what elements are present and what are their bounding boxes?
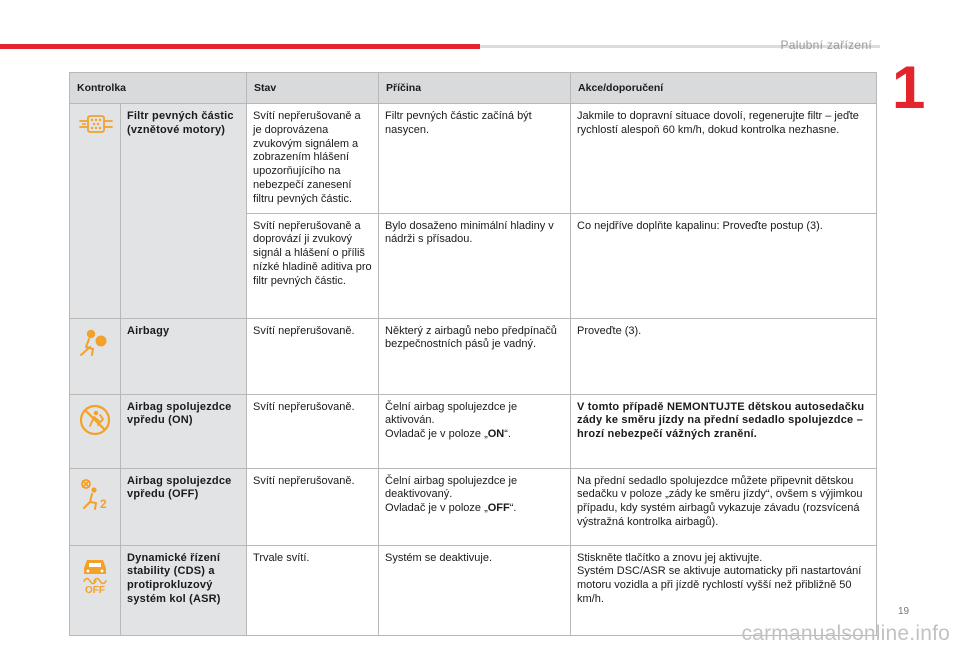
action-cell: Na přední sedadlo spolujezdce můžete připevnit dětskou sedačku v poloze „zády ke směru jízdy“, ovšem s výjimkou případu, kdy systém airbagů vykazuje závadu (rozsvícená výstražná kontrolka airbagů). xyxy=(571,468,877,545)
column-header-cause: Příčina xyxy=(379,73,571,104)
state-cell: Svítí nepřerušovaně. xyxy=(247,394,379,468)
chapter-number: 1 xyxy=(892,54,926,121)
cause-prefix: Ovladač je v poloze „ xyxy=(385,428,488,441)
state-cell: Trvale svítí. xyxy=(247,545,379,635)
state-cell: Svítí nepřerušovaně a doprovází ji zvukový signál a hlášení o příliš nízké hladině aditiva pro filtr pevných částic. xyxy=(247,213,379,318)
cause-suffix: “. xyxy=(509,502,517,515)
cause-cell: Některý z airbagů nebo předpínačů bezpečnostních pásů je vadný. xyxy=(379,318,571,394)
table-row xyxy=(70,394,877,468)
cause-cell xyxy=(379,394,571,468)
cause-text: Čelní airbag spolujezdce je aktivován. xyxy=(385,400,518,427)
off-label: OFF xyxy=(85,584,105,594)
icon-cell xyxy=(70,545,121,635)
state-cell: Svítí nepřerušovaně. xyxy=(247,468,379,545)
accent-bar xyxy=(0,44,480,49)
table-row xyxy=(70,104,877,214)
column-header-light: Kontrolka xyxy=(70,73,247,104)
cause-suffix: “. xyxy=(504,428,511,441)
cause-text: Čelní airbag spolujezdce je deaktivovaný. xyxy=(385,474,518,501)
table-header-row xyxy=(70,73,877,104)
action-cell: V tomto případě NEMONTUJTE dětskou autosedačku zády ke směru jízdy na přední sedadlo spolujezdce – hrozí nebezpečí vážných zranění. xyxy=(571,394,877,468)
cause-cell: Bylo dosaženo minimální hladiny v nádrži s přísadou. xyxy=(379,213,571,318)
switch-position: ON xyxy=(487,428,505,441)
light-name: Airbag spolujezdce vpředu (OFF) xyxy=(121,468,247,545)
particle-filter-icon xyxy=(78,112,114,136)
cause-cell xyxy=(379,468,571,545)
action-line-1: Stiskněte tlačítko a znovu jej aktivujte. xyxy=(577,551,763,564)
column-header-state: Stav xyxy=(247,73,379,104)
action-cell: Co nejdříve doplňte kapalinu: Proveďte postup (3). xyxy=(571,213,877,318)
icon-cell xyxy=(70,318,121,394)
icon-cell xyxy=(70,394,121,468)
table-row xyxy=(70,318,877,394)
passenger-airbag-on-icon xyxy=(78,403,112,437)
action-cell: Proveďte (3). xyxy=(571,318,877,394)
svg-text:2: 2 xyxy=(100,496,107,511)
page-number: 19 xyxy=(898,606,910,617)
light-name: Airbagy xyxy=(121,318,247,394)
passenger-airbag-off-icon xyxy=(78,477,112,511)
light-name: Dynamické řízení stability (CDS) a protiprokluzový systém kol (ASR) xyxy=(121,545,247,635)
watermark: carmanualsonline.info xyxy=(741,622,950,645)
column-header-action: Akce/doporučení xyxy=(571,73,877,104)
light-name: Airbag spolujezdce vpředu (ON) xyxy=(121,394,247,468)
dsc-asr-off-icon xyxy=(78,554,112,594)
airbag-icon xyxy=(78,327,112,357)
state-cell: Svítí nepřerušovaně. xyxy=(247,318,379,394)
cause-prefix: Ovladač je v poloze „ xyxy=(385,502,488,515)
action-cell: Jakmile to dopravní situace dovolí, regenerujte filtr – jeďte rychlostí alespoň 60 km/h, dokud kontrolka nezhasne. xyxy=(571,104,877,214)
cause-cell: Systém se deaktivuje. xyxy=(379,545,571,635)
table-row xyxy=(70,468,877,545)
section-title: Palubní zařízení xyxy=(780,38,872,52)
icon-cell xyxy=(70,104,121,319)
switch-position: OFF xyxy=(487,502,510,515)
warning-lights-table xyxy=(69,72,877,636)
state-cell: Svítí nepřerušovaně a je doprovázena zvukovým signálem a zobrazením hlášení upozorňujícího na nebezpečí zanesení filtru pevných částic. xyxy=(247,104,379,214)
light-name: Filtr pevných částic (vznětové motory) xyxy=(121,104,247,319)
icon-cell xyxy=(70,468,121,545)
action-line-2: Systém DSC/ASR se aktivuje automaticky při nastartování motoru vozidla a při jízdě rychlostí vyšší než přibližně 50 km/h. xyxy=(577,565,862,605)
cause-cell: Filtr pevných částic začíná být nasycen. xyxy=(379,104,571,214)
